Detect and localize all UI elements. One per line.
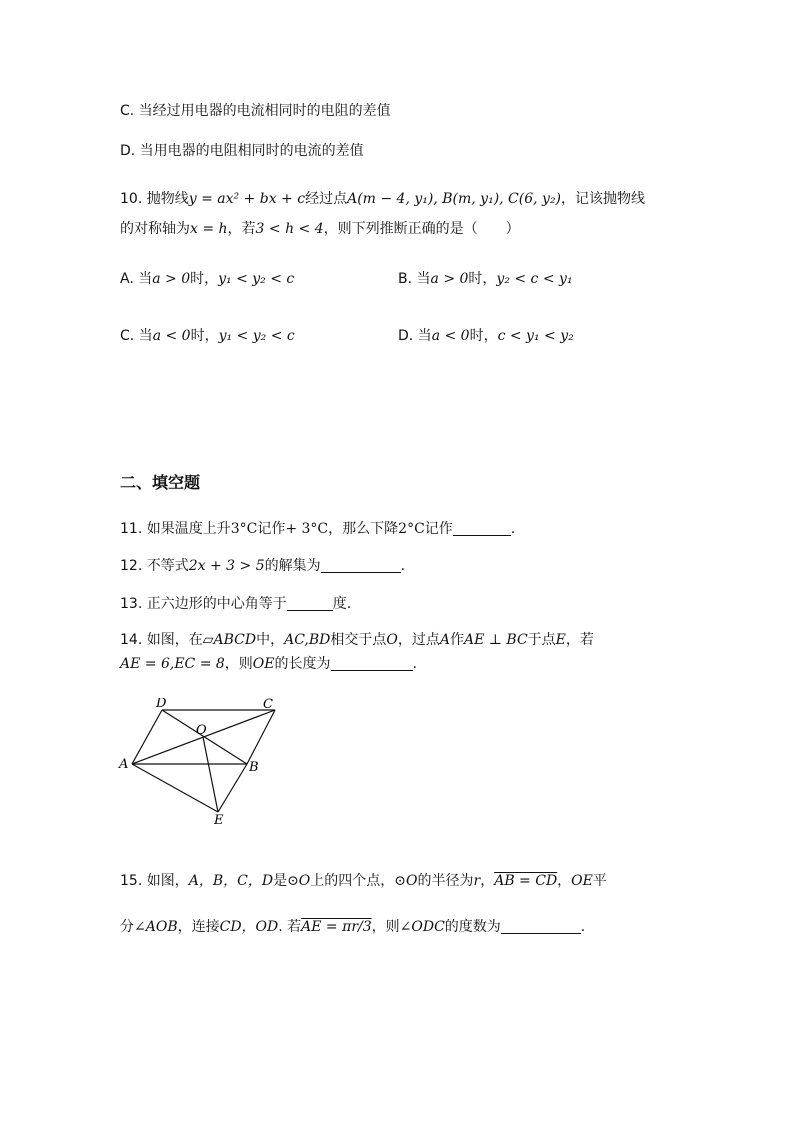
q11 <box>120 518 515 538</box>
q11-temp-3: 2°C <box>398 521 425 537</box>
option-condition: a < 0 <box>152 328 191 344</box>
q11-text-2: 记作 <box>257 521 286 537</box>
section-title: 二、填空题 <box>120 473 201 492</box>
q10-parabola: y = ax² + bx + c <box>188 191 306 207</box>
q11-text-1: 11. 如果温度上升 <box>120 521 231 537</box>
q15-line2-5: 的度数为 <box>444 919 501 935</box>
option-condition: a > 0 <box>430 271 469 287</box>
q13-answer-blank[interactable] <box>287 595 333 611</box>
q15-line-2 <box>120 916 585 936</box>
q15-line-1 <box>120 870 607 890</box>
q11-temp-2: + 3°C <box>285 521 329 537</box>
q14-point-e: E <box>555 632 566 648</box>
option-label: D. 当 <box>398 328 432 344</box>
q14-oe: OE <box>252 656 275 672</box>
q10-line2-1: 的对称轴为 <box>120 221 190 237</box>
q10-line-1 <box>120 188 645 208</box>
q14-line-2 <box>120 653 417 673</box>
q14-figure <box>110 698 290 828</box>
q15-text-5: ， <box>480 873 495 889</box>
segment-bc <box>247 710 275 764</box>
q12-text-2: 的解集为 <box>264 558 321 574</box>
q15-circle: ⊙O <box>287 873 311 889</box>
q15-arc-ae: AE = πr/3 <box>301 919 372 935</box>
label-o: O <box>196 723 207 738</box>
q13-text-2: 度. <box>332 596 352 612</box>
q15-circle-2: ⊙O <box>394 873 418 889</box>
q12-text-1: 12. 不等式 <box>120 558 189 574</box>
q10-stem-1: 抛物线 <box>146 191 189 207</box>
q11-text-4: 记作 <box>424 521 453 537</box>
q14-text-1: 14. 如图，在 <box>120 632 203 648</box>
option-condition: a < 0 <box>431 328 470 344</box>
q12-end: . <box>400 558 406 574</box>
q10-option-c <box>120 325 295 345</box>
q15-points: A，B，C，D <box>188 873 274 889</box>
q9-option-d: D. 当用电器的电阻相同时的电流的差值 <box>120 143 364 159</box>
q15-arcs: AB = CD <box>494 873 558 889</box>
q14-point-a: A <box>439 632 450 648</box>
q11-temp-1: 3°C <box>230 521 258 537</box>
q15-line2-1: 分 <box>120 919 134 935</box>
q15-angle-aob: ∠AOB <box>134 919 178 935</box>
q15-line2-4: ，则 <box>371 919 400 935</box>
label-a: A <box>119 757 129 772</box>
q14-end: . <box>412 656 417 672</box>
q15-text-2: 是 <box>273 873 288 889</box>
option-relation: y₂ < c < y₁ <box>496 271 573 287</box>
q15-oe: OE <box>571 873 593 889</box>
q11-end: . <box>510 521 516 537</box>
q10-number: 10. <box>120 191 143 207</box>
q12-inequality: 2x + 3 > 5 <box>188 558 265 574</box>
q11-text-3: ，那么下降 <box>328 521 399 537</box>
label-c: C <box>263 698 273 712</box>
q14-text-9: 的长度为 <box>274 656 331 672</box>
segment-ae <box>132 764 218 812</box>
q14-point-o: O <box>386 632 398 648</box>
q15-radius: r <box>473 873 481 889</box>
segment-oe <box>203 737 218 812</box>
q10-axis: x = h <box>190 221 228 237</box>
q9-option-c: C. 当经过用电器的电流相同时的电阻的差值 <box>120 103 391 119</box>
q14-text-5: 作 <box>450 632 464 648</box>
q14-text-3: 相交于点 <box>330 632 387 648</box>
q14-line-1 <box>120 629 594 649</box>
option-relation: y₁ < y₂ < c <box>218 328 295 344</box>
option-condition: a > 0 <box>152 271 191 287</box>
q10-option-d <box>398 325 574 345</box>
segment-ad <box>132 710 162 764</box>
q14-text-8: ，则 <box>224 656 253 672</box>
q15-text-3: 上的四个点， <box>310 873 395 889</box>
q11-answer-blank[interactable] <box>453 520 511 536</box>
option-relation: y₁ < y₂ < c <box>218 271 295 287</box>
option-mid: 时， <box>468 271 497 287</box>
q10-line2-2: ，若 <box>227 221 256 237</box>
q14-text-2: 中， <box>256 632 285 648</box>
q10-points: A(m − 4, y₁), B(m, y₁), C(6, y₂) <box>347 191 562 207</box>
q10-stem-3: ，记该抛物线 <box>561 191 646 207</box>
option-label: A. 当 <box>120 271 153 287</box>
label-e: E <box>214 813 224 828</box>
q12 <box>120 555 405 575</box>
segment-be <box>218 764 247 812</box>
option-mid: 时， <box>190 271 219 287</box>
q15-end: . <box>580 919 586 935</box>
q14-diagonals: AC,BD <box>284 632 331 648</box>
q10-range: 3 < h < 4 <box>255 221 324 237</box>
q15-angle-odc: ∠ODC <box>399 919 445 935</box>
option-mid: 时， <box>469 328 498 344</box>
q10-line2-3: ，则下列推断正确的是（ ） <box>323 221 520 237</box>
q15-line2-3: . 若 <box>278 919 302 935</box>
label-b: B <box>249 760 259 775</box>
q15-text-7: 平 <box>592 873 607 889</box>
q10-option-b <box>398 268 573 288</box>
q14-given: AE = 6,EC = 8 <box>120 656 225 672</box>
q13-text-1: 13. 正六边形的中心角等于 <box>120 596 287 612</box>
option-label: C. 当 <box>120 328 153 344</box>
q10-stem-2: 经过点 <box>305 191 348 207</box>
label-d: D <box>156 698 167 711</box>
q15-segments: CD，OD <box>219 919 279 935</box>
q14-text-4: ，过点 <box>397 632 440 648</box>
q10-line-2 <box>120 218 520 238</box>
q13 <box>120 593 351 613</box>
q14-answer-blank[interactable] <box>331 655 413 671</box>
q14-perpendicular: AE ⊥ BC <box>464 632 528 648</box>
q14-text-6: 于点 <box>527 632 556 648</box>
q15-text-6: ， <box>557 873 572 889</box>
q10-option-a <box>120 268 294 288</box>
q15-text-1: 15. 如图， <box>120 873 189 889</box>
option-mid: 时， <box>190 328 219 344</box>
q14-parallelogram: ▱ABCD <box>202 632 257 648</box>
q15-answer-blank[interactable] <box>501 918 581 934</box>
option-label: B. 当 <box>398 271 431 287</box>
q15-line2-2: ，连接 <box>177 919 220 935</box>
q14-text-7: ，若 <box>565 632 594 648</box>
option-relation: c < y₁ < y₂ <box>497 328 574 344</box>
q15-text-4: 的半径为 <box>417 873 474 889</box>
q12-answer-blank[interactable] <box>321 557 401 573</box>
